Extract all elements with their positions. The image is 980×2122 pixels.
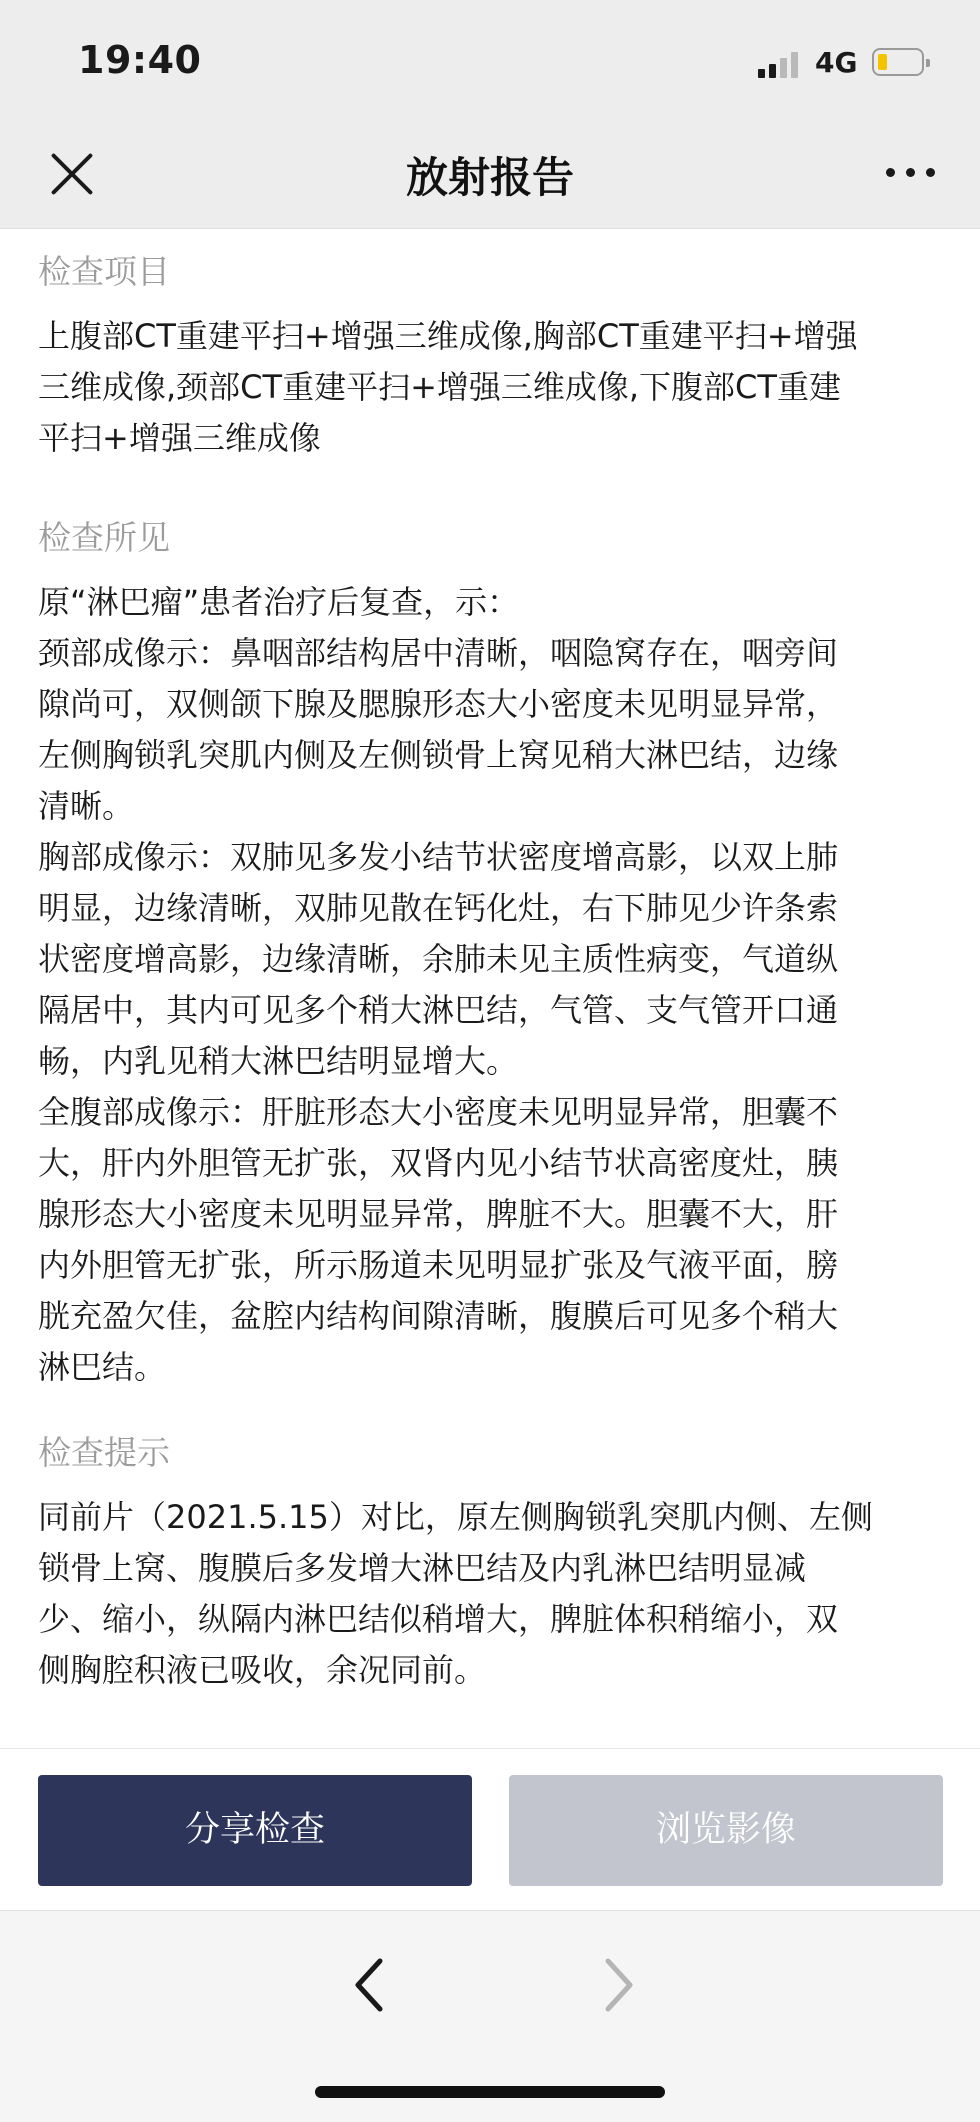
browse-images-button[interactable]: 浏览影像 (509, 1775, 943, 1886)
section-impression (38, 1428, 938, 1696)
section-title: 检查项目 (38, 252, 170, 291)
more-icon[interactable] (882, 160, 942, 184)
section-body: 上腹部CT重建平扫+增强三维成像,胸部CT重建平扫+增强 三维成像,颈部CT重建平扫+增强三维成像,下腹部CT重建 平扫+增强三维成像 (38, 317, 858, 457)
chevron-right-icon[interactable] (600, 1955, 636, 2015)
section-body: 原“淋巴瘤”患者治疗后复查，示： 颈部成像示：鼻咽部结构居中清晰，咽隐窝存在，咽旁间 隙尚可，双侧颌下腺及腮腺形态大小密度未见明显异常， 左侧胸锁乳突肌内侧及左侧锁骨上窝见稍大淋巴结，边缘 清晰。 胸部成像示：双肺见多发小结节状密度增高影，以双上肺 明显，边缘清晰，双肺见散在钙化灶，右下肺见少许条索 状密度增高影，边缘清晰，余肺未见主质性病变，气道纵 隔居中，其内可见多个稍大淋巴结，气管、支气管开口通 畅，内乳见稍大淋巴结明显增大。 全腹部成像示：肝脏形态大小密度未见明显异常，胆囊不 大，肝内外胆管无扩张，双肾内见小结节状高密度灶，胰 腺形态大小密度未见明显异常，脾脏不大。胆囊不大，肝 内外胆管无扩张，所示肠道未见明显扩张及气液平面，膀 胱充盈欠佳，盆腔内结构间隙清晰，腹膜后可见多个稍大 淋巴结。 (38, 583, 839, 1386)
status-time: 19:40 (78, 38, 202, 82)
section-title: 检查提示 (38, 1433, 170, 1472)
chevron-left-icon[interactable] (352, 1955, 388, 2015)
share-exam-button[interactable]: 分享检查 (38, 1775, 472, 1886)
home-indicator (315, 2086, 665, 2098)
signal-icon (758, 48, 802, 78)
section-title: 检查所见 (38, 518, 170, 557)
section-findings (38, 513, 938, 1393)
section-exam-items (38, 247, 938, 464)
battery-icon (872, 48, 924, 76)
section-body: 同前片（2021.5.15）对比，原左侧胸锁乳突肌内侧、左侧 锁骨上窝、腹膜后多发增大淋巴结及内乳淋巴结明显减 少、缩小，纵隔内淋巴结似稍增大，脾脏体积稍缩小，双 侧胸腔积液已吸收，余况同前。 (38, 1498, 873, 1689)
page-title: 放射报告 (405, 153, 574, 202)
network-type: 4G (815, 46, 858, 79)
